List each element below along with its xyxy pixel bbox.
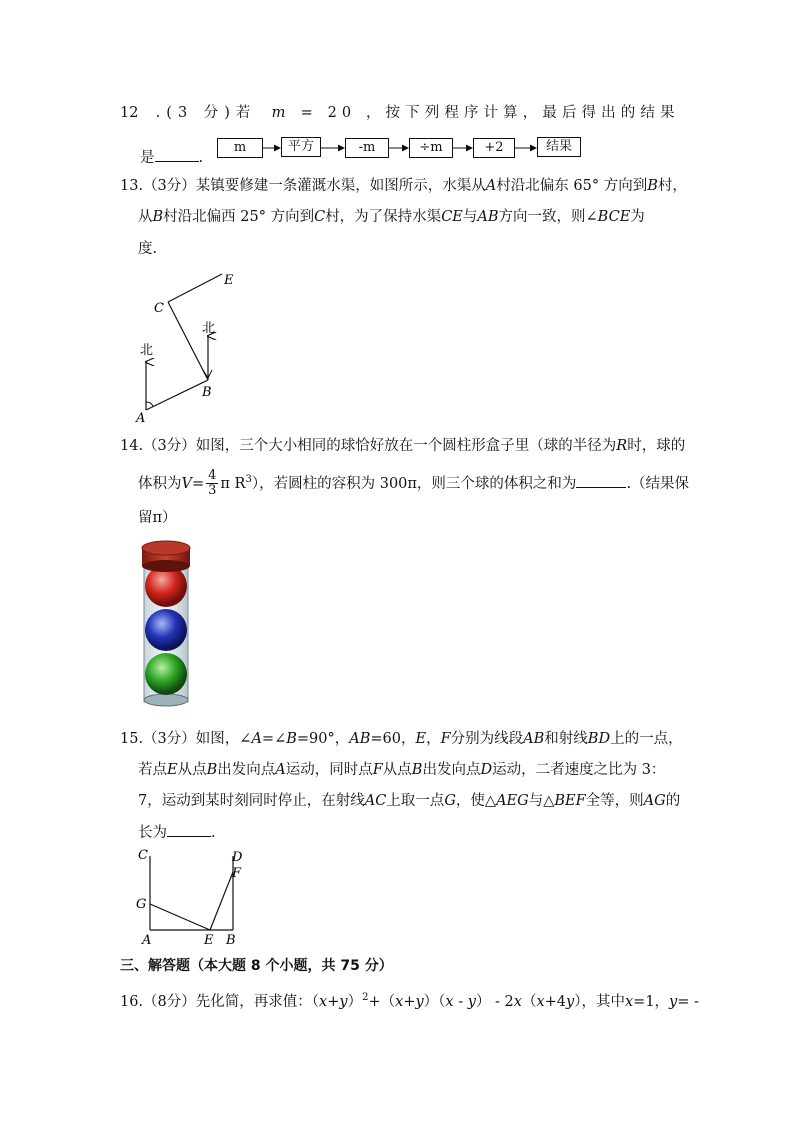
flow-box-plus-2: +2 xyxy=(473,138,515,158)
q13-label-B: B xyxy=(202,385,212,400)
q15-text-1e: ， xyxy=(426,731,441,747)
q15-text-4a: 长为 xyxy=(138,825,167,841)
q13-text-1b: 村沿北偏东 65° 方向到 xyxy=(496,178,648,194)
q14-frac-den: 3 xyxy=(208,483,217,499)
section3-title: 三、解答题（本大题 8 个小题，共 75 分） xyxy=(120,958,393,974)
q14-line3 xyxy=(138,508,698,528)
q14-frac-num: 4 xyxy=(208,468,217,484)
q13-var-CE: CE xyxy=(441,209,463,225)
q15-label-D: D xyxy=(232,850,243,865)
q16-y2: y xyxy=(415,993,424,1010)
q15-var-BEF: BEF xyxy=(554,793,586,809)
q15-var-D2: D xyxy=(480,762,493,778)
q15-line2 xyxy=(138,760,698,780)
q13-var-B2: B xyxy=(152,209,164,225)
q15-text-3b: 上取一点 xyxy=(386,793,445,809)
q15-var-AB: AB xyxy=(349,731,371,747)
q13-text-3: 度. xyxy=(138,241,158,257)
flow-box-divide-m: ÷m xyxy=(409,138,453,158)
q13-text-1c: 村， xyxy=(657,178,687,194)
q14-line2 xyxy=(138,466,698,498)
q13-segment-CB xyxy=(168,302,208,380)
q15-text-2a: 若点 xyxy=(138,762,167,778)
q13-text-2d: 与 xyxy=(462,209,478,225)
q16-y1: y xyxy=(339,993,348,1010)
q15-text-1b: =∠ xyxy=(261,731,287,747)
q12-period: . xyxy=(198,150,204,166)
q16-y3: y xyxy=(467,993,476,1010)
q15-answer-blank xyxy=(167,822,211,837)
q13-text-2e: 方向一致，则∠ xyxy=(498,209,598,225)
q16-text-d: ）（ xyxy=(423,993,446,1010)
q15-figure xyxy=(130,844,260,948)
q16-m1: - xyxy=(453,993,468,1010)
q15-text-2d: 运动，同时点 xyxy=(285,762,373,778)
q13-var-B: B xyxy=(647,178,658,194)
q13-text-2c: 村，为了保持水渠 xyxy=(325,209,442,225)
q13-text-2b: 村沿北偏西 25° 方向到 xyxy=(163,209,315,225)
q13-segment-CE xyxy=(168,274,222,302)
q16-x4: x xyxy=(513,993,522,1010)
q14-text-1b: 时，球的 xyxy=(627,438,686,454)
q15-label-F: F xyxy=(232,866,242,881)
q14-lid-bottom xyxy=(142,560,190,572)
q13-text-2f: 为 xyxy=(630,209,645,225)
q12-answer-label: 是 xyxy=(140,150,155,166)
q14-cylinder-figure xyxy=(138,540,202,710)
q13-var-A: A xyxy=(485,178,497,194)
q14-var-V: V xyxy=(181,475,192,492)
q16-x1: x xyxy=(319,993,328,1010)
q15-text-2c: 出发向点 xyxy=(217,762,276,778)
q15-line1 xyxy=(120,729,683,749)
q16-text-a: 16.（8分）先化简，再求值：（ xyxy=(120,993,320,1010)
q15-line3 xyxy=(138,791,698,811)
q15-var-B3: B xyxy=(411,762,423,778)
q15-text-3c: ，使△ xyxy=(455,793,497,809)
flow-box-square: 平方 xyxy=(281,137,321,157)
q15-text-2g: 运动，二者速度之比为 3： xyxy=(492,762,666,778)
q15-text-3f: 的 xyxy=(665,793,681,809)
q13-var-AB: AB xyxy=(477,209,499,225)
q15-label-E: E xyxy=(204,933,214,948)
q15-segment-EF xyxy=(210,872,233,930)
q15-text-2e: 从点 xyxy=(382,762,412,778)
q13-figure xyxy=(130,268,250,428)
q15-var-G: G xyxy=(444,793,456,809)
q16-text-h: ），其中 xyxy=(574,993,625,1010)
q12-text-b: = 20 ，按下列程序计算，最后得出的结果 xyxy=(300,105,680,121)
q13-label-E: E xyxy=(224,273,234,288)
q13-label-north-B: 北 xyxy=(202,321,216,336)
q13-label-C: C xyxy=(154,301,164,316)
q15-var-F: F xyxy=(440,731,451,747)
q15-var-B2: B xyxy=(206,762,218,778)
q16-text-e: ） - 2 xyxy=(475,993,514,1010)
q13-var-C: C xyxy=(314,209,326,225)
q14-text-3: 留π） xyxy=(138,510,177,526)
flow-box-result: 结果 xyxy=(537,137,581,157)
q16-text-i: =1， xyxy=(633,993,670,1010)
q14-answer-blank xyxy=(576,473,626,488)
q15-text-1c: =90°， xyxy=(296,731,350,747)
q15-text-2b: 从点 xyxy=(177,762,207,778)
q15-var-AC: AC xyxy=(364,793,387,809)
q12-number: 12 xyxy=(120,105,139,121)
q14-lid-top xyxy=(142,541,190,555)
q14-green-ball xyxy=(145,653,187,695)
q15-text-4b: . xyxy=(211,825,216,841)
q15-text-1f: 分别为线段 xyxy=(450,731,524,747)
q13-line2 xyxy=(138,207,698,227)
q15-var-F2: F xyxy=(372,762,383,778)
q13-text-2a: 从 xyxy=(138,209,153,225)
q13-label-A: A xyxy=(136,411,146,426)
q14-text-1a: 14.（3分）如图，三个大小相同的球恰好放在一个圆柱形盒子里（球的半径为 xyxy=(120,438,617,454)
q15-var-AG: AG xyxy=(643,793,666,809)
q15-text-1a: 15.（3分）如图，∠ xyxy=(120,731,252,747)
q16-y5: y xyxy=(669,993,678,1010)
q15-label-C: C xyxy=(138,848,148,863)
q14-cube: 3 xyxy=(245,474,252,485)
q15-label-G: G xyxy=(136,897,147,912)
q15-segment-GE xyxy=(150,904,210,930)
q16-text-g: +4 xyxy=(544,993,567,1010)
q16-x6: x xyxy=(624,993,634,1010)
q15-label-A: A xyxy=(142,933,152,948)
q14-text-2b: ），若圆柱的容积为 300π，则三个球的体积之和为 xyxy=(251,475,577,492)
q15-var-BD: BD xyxy=(587,731,611,747)
q14-glass-bottom xyxy=(144,694,188,706)
q15-text-3d: 与△ xyxy=(528,793,555,809)
q16-x3: x xyxy=(445,993,454,1010)
q13-text-1: 13.（3分）某镇要修建一条灌溉水渠，如图所示，水渠从 xyxy=(120,178,486,194)
q14-line1 xyxy=(120,436,686,456)
q16-text-j: = - xyxy=(677,993,699,1010)
q15-text-1g: 和射线 xyxy=(544,731,588,747)
flow-box-minus-m: -m xyxy=(345,138,389,158)
q15-text-2f: 出发向点 xyxy=(422,762,481,778)
q15-line4 xyxy=(138,822,698,843)
q13-var-BCE: BCE xyxy=(597,209,631,225)
q16-text-c: +（ xyxy=(368,993,396,1010)
q13-segment-AB xyxy=(146,380,208,410)
q14-blue-ball xyxy=(145,609,187,651)
q15-var-B: B xyxy=(286,731,297,747)
q14-text-2a: 体积为 xyxy=(138,475,182,492)
q15-var-AEG: AEG xyxy=(496,793,529,809)
q13-line3 xyxy=(138,239,698,259)
q16-line1 xyxy=(120,988,699,1012)
q14-var-R: R xyxy=(616,438,628,454)
q16-y4: y xyxy=(566,993,575,1010)
q14-fraction xyxy=(206,469,218,498)
flow-arrows xyxy=(0,0,794,200)
q16-p1: + xyxy=(327,993,340,1010)
q15-var-E2: E xyxy=(167,762,178,778)
q14-text-2c: .（结果保 xyxy=(626,475,690,492)
q15-var-A: A xyxy=(251,731,262,747)
q16-p2: + xyxy=(403,993,416,1010)
q13-label-north-A: 北 xyxy=(140,343,154,358)
flow-box-m: m xyxy=(217,138,263,158)
q16-square: 2 xyxy=(362,992,369,1003)
q15-text-1d: =60， xyxy=(370,731,416,747)
q15-text-1h: 上的一点， xyxy=(610,731,683,747)
q15-var-AB2: AB xyxy=(523,731,545,747)
q13-angle-mark-A xyxy=(146,402,153,407)
q15-label-B: B xyxy=(226,933,236,948)
q12-var-m: m xyxy=(271,105,286,121)
q16-text-b: ） xyxy=(347,993,363,1010)
q14-pi-r: π R xyxy=(220,475,246,492)
q16-text-f: （ xyxy=(521,993,537,1010)
q15-var-A2: A xyxy=(275,762,286,778)
q15-text-3a: 7，运动到某时刻同时停止，在射线 xyxy=(138,793,365,809)
q16-x2: x xyxy=(395,993,404,1010)
q13-line1 xyxy=(120,176,687,196)
q14-equals: = xyxy=(191,475,205,492)
q15-var-E: E xyxy=(415,731,427,747)
q12-text-a: .(3 分)若 xyxy=(155,105,257,121)
q16-x5: x xyxy=(536,993,545,1010)
q15-text-3e: 全等，则 xyxy=(585,793,644,809)
